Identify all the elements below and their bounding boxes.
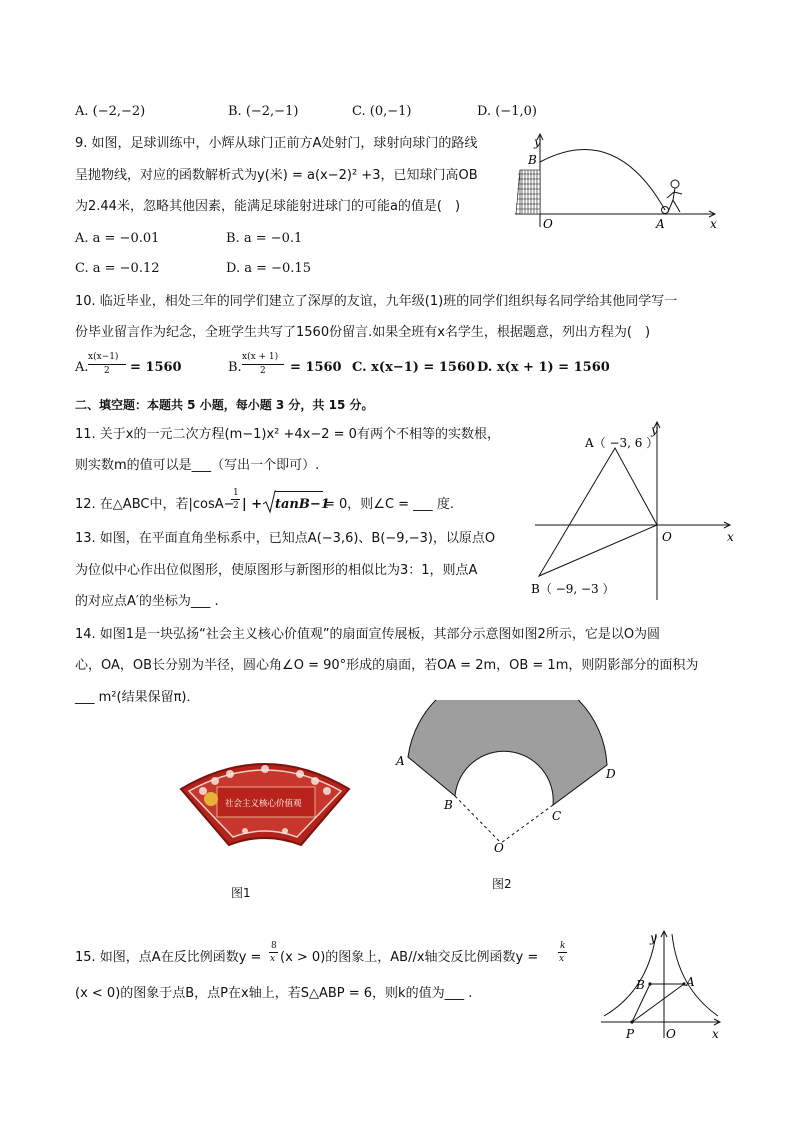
q9-kicker-head (671, 180, 679, 188)
q15-point-p (630, 1020, 633, 1023)
q9-line-2: 呈抛物线，对应的函数解析式为y(米) = a(x−2)² +3，已知球门高OB (75, 168, 478, 183)
q15-label-o: O (666, 1027, 676, 1041)
q14-label-b: B (444, 798, 453, 812)
q13-line-2: 为位似中心作出位似图形，使原图形与新图形的相似比为3：1，则点A (75, 563, 478, 578)
q9-label-b: B (528, 153, 537, 167)
q15-point-b (648, 982, 651, 985)
q11-line-2: 则实数m的值可以是___（写出一个即可）. (75, 458, 320, 473)
q8-option-c: C. (0,−1) (352, 104, 412, 119)
q14-dashed-ob (455, 796, 501, 843)
q15-figure (598, 928, 726, 1043)
q9-line-3: 为2.44米，忽略其他因素，能满足球能射进球门的可能a的值是( ) (75, 199, 461, 214)
q14-figure-1-fan (175, 755, 355, 850)
q9-kicker-body (667, 188, 682, 212)
q12-sqrt-arg: tanB−1 (275, 497, 330, 512)
q14-figure-2 (390, 700, 630, 860)
q10-option-b-num: x(x + 1) (242, 352, 279, 362)
q9-label-x: x (710, 217, 717, 231)
q9-option-b: B. a = −0.1 (226, 231, 303, 246)
q15-line-1a: 15. 如图，点A在反比例函数y = (75, 950, 262, 965)
q12-frac-num: 1 (233, 488, 239, 498)
q9-option-d: D. a = −0.15 (226, 261, 311, 276)
q10-option-b-rhs: = 1560 (290, 360, 342, 375)
q8-option-b: B. (−2,−1) (228, 104, 299, 119)
q13-label-o: O (662, 530, 672, 544)
q12-frac-bar (231, 499, 240, 500)
q12-sqrt-sign (262, 490, 276, 514)
q14-label-c: C (552, 809, 562, 823)
q12-frac-den: 2 (233, 501, 239, 511)
q10-option-a-den: 2 (104, 366, 110, 376)
q15-label-a: A (686, 975, 695, 989)
q14-label-a: A (396, 754, 405, 768)
q10-option-a-rhs: = 1560 (130, 360, 182, 375)
q9-line-1: 9. 如图，足球训练中，小辉从球门正前方A处射门，球射向球门的路线 (75, 136, 478, 151)
q12-mid: | + (242, 497, 263, 512)
q14-label-o: O (494, 841, 504, 855)
q15-label-b: B (636, 978, 645, 992)
q10-option-c: C. x(x−1) = 1560 (352, 360, 476, 375)
q10-option-a-prefix: A. (75, 360, 89, 375)
q13-figure (525, 420, 750, 605)
q14-fan-text: 社会主义核心价值观 (225, 799, 302, 809)
q13-label-a: A（ −3, 6 ） (585, 436, 659, 450)
q14-fan-emblem (204, 792, 218, 806)
q15-curve-negative (604, 934, 656, 1016)
q9-goal-net (516, 170, 540, 214)
q11-line-1: 11. 关于x的一元二次方程(m−1)x² +4x−2 = 0有两个不相等的实数根， (75, 427, 500, 442)
q15-curve-positive (672, 934, 718, 1016)
q14-shaded-region (408, 700, 607, 805)
q14-line-3: ___ m²(结果保留π)． (75, 690, 200, 705)
q13-label-b: B（ −9, −3 ） (531, 582, 615, 596)
section-2-heading: 二、填空题：本题共 5 小题，每小题 3 分，共 15 分。 (75, 398, 374, 412)
q10-option-d: D. x(x + 1) = 1560 (477, 360, 610, 375)
q8-option-d: D. (−1,0) (477, 104, 537, 119)
q14-dashed-oc (501, 805, 553, 843)
q10-line-2: 份毕业留言作为纪念，全班学生共写了1560份留言.如果全班有x名学生，根据题意，列出方程为( ) (75, 325, 651, 340)
q13-label-y: y (651, 423, 658, 437)
q15-label-p: P (626, 1027, 635, 1041)
q9-option-a: A. a = −0.01 (75, 231, 160, 246)
q12-sqrt-bar (275, 491, 323, 492)
q10-option-b-fraction-bar (242, 364, 284, 365)
q15-line-2: (x < 0)的图象于点B，点P在x轴上，若S△ABP = 6，则k的值为___ . (75, 986, 473, 1001)
q10-line-1: 10. 临近毕业，相处三年的同学们建立了深厚的友谊，九年级(1)班的同学们组织每名同学给其他同学写一 (75, 294, 678, 309)
q9-option-c: C. a = −0.12 (75, 261, 160, 276)
q10-option-a-fraction-bar (88, 364, 126, 365)
q15-frac-bar (269, 952, 278, 953)
q14-line-1: 14. 如图1是一块弘扬“社会主义核心价值观”的扇面宣传展板，其部分示意图如图2所示，它是以O为圆 (75, 627, 661, 642)
q10-option-b-prefix: B. (228, 360, 242, 375)
q12-prefix: 12. 在△ABC中，若|cosA− (75, 497, 235, 512)
q9-label-y: y (534, 135, 541, 149)
q8-option-a: A. (−2,−2) (75, 104, 146, 119)
q15-frac2-den: x (559, 954, 565, 964)
q14-label-d: D (606, 767, 616, 781)
q15-frac2-bar (558, 952, 567, 953)
q15-frac-den: x (270, 954, 276, 964)
q14-figure-2-caption: 图2 (492, 877, 512, 891)
q15-frac-num: 8 (271, 941, 277, 951)
q13-label-x: x (727, 530, 734, 544)
q12-suffix: = 0，则∠C = ___ 度. (324, 497, 454, 512)
q9-label-o: O (543, 217, 553, 231)
q10-option-b-den: 2 (260, 366, 266, 376)
q9-label-a: A (656, 217, 665, 231)
q14-figure-1-caption: 图1 (231, 886, 251, 900)
q9-parabola (540, 150, 665, 211)
q15-label-y: y (650, 931, 657, 945)
q9-figure (510, 132, 730, 232)
q15-line-1b: (x > 0)的图象上，AB//x轴交反比例函数y = (280, 950, 539, 965)
q10-option-a-num: x(x−1) (88, 352, 119, 362)
q13-line-1: 13. 如图，在平面直角坐标系中，已知点A(−3,6)、B(−9,−3)，以原点O (75, 531, 496, 546)
q15-label-x: x (712, 1027, 719, 1041)
q13-triangle (539, 448, 657, 576)
q13-line-3: 的对应点A′的坐标为___ . (75, 594, 219, 609)
q15-frac2-num: k (560, 941, 566, 951)
q14-line-2: 心，OA，OB长分别为半径，圆心角∠O = 90°形成的扇面，若OA = 2m，OB = 1m，则阴影部分的面积为 (75, 658, 699, 673)
